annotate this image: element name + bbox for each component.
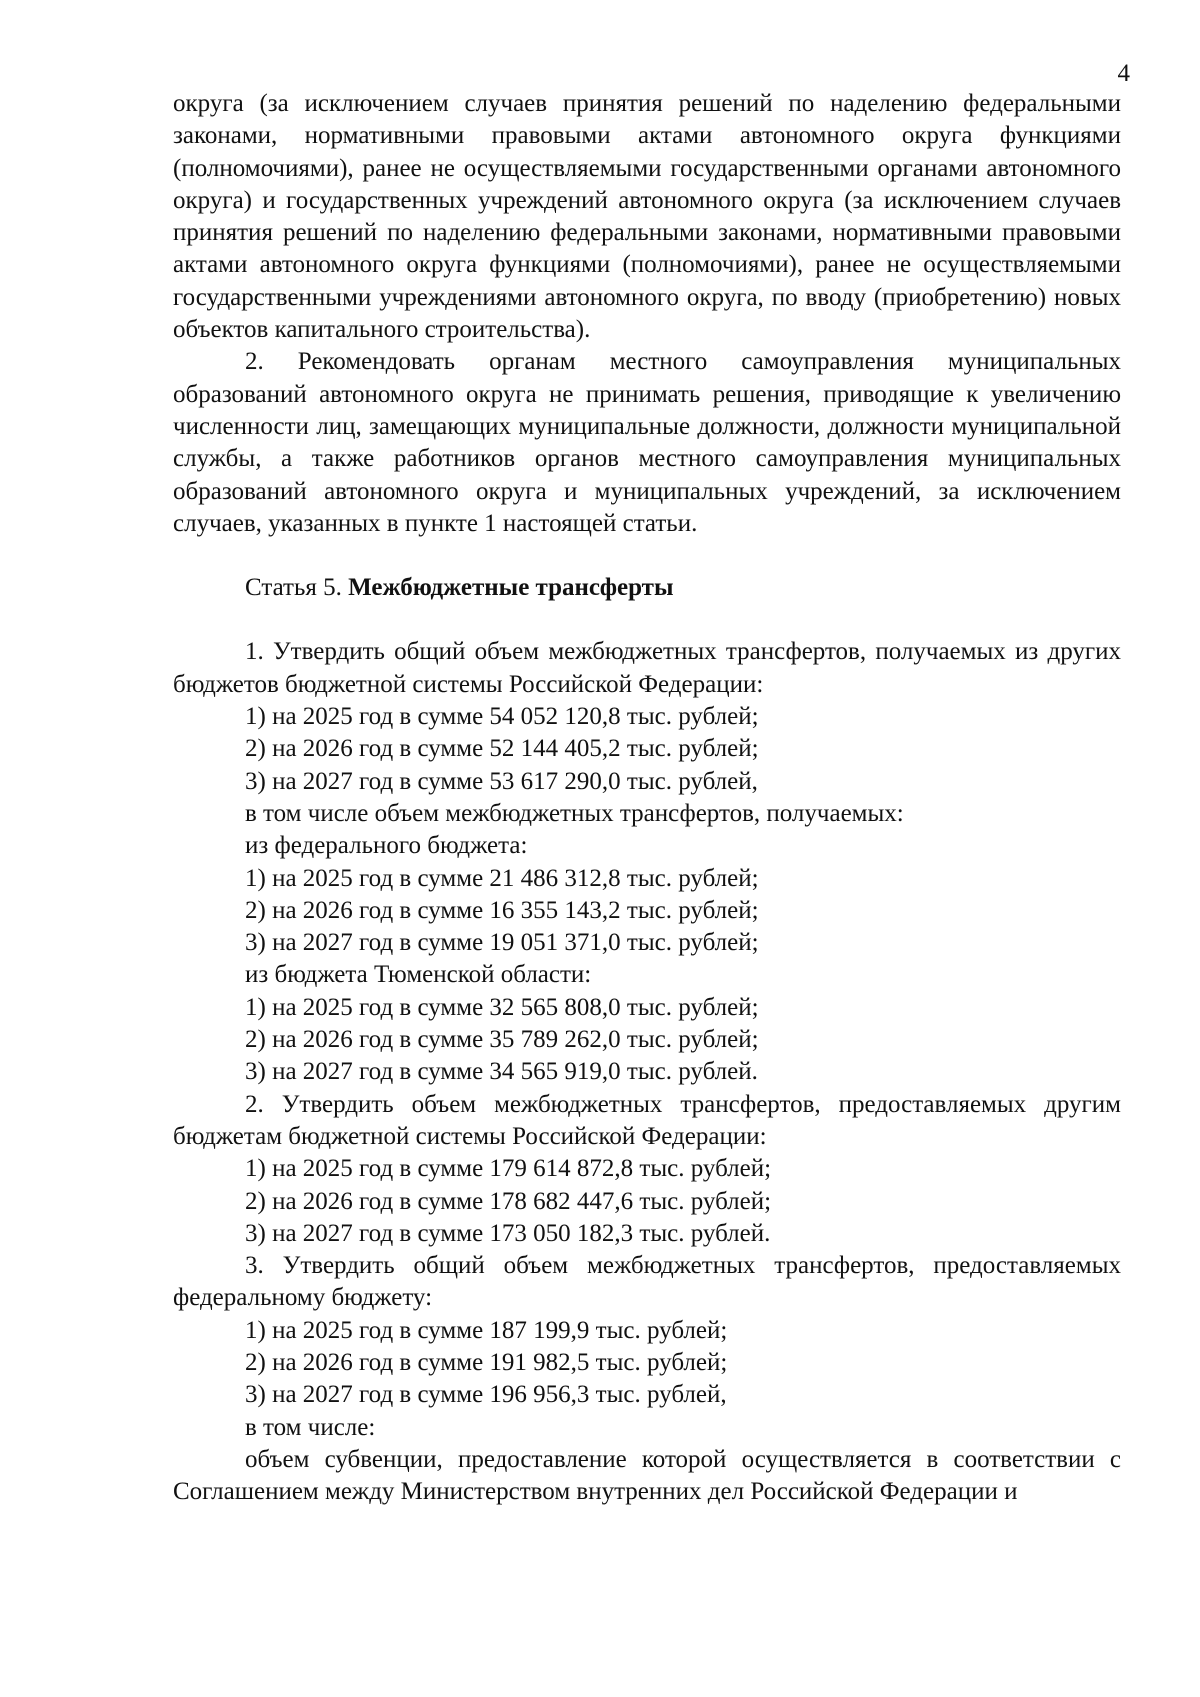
- list-item: 2) на 2026 год в сумме 52 144 405,2 тыс. рублей;: [245, 735, 759, 763]
- paragraph-subvention: объем субвенции, предоставление которой осуществляется в соответствии с Соглашением между Министерством внутренних дел Российской Федерации и: [173, 1445, 1121, 1506]
- list-item: 1) на 2025 год в сумме 54 052 120,8 тыс. рублей;: [245, 703, 759, 731]
- section3-including: в том числе:: [245, 1413, 376, 1441]
- list-item: 3) на 2027 год в сумме 53 617 290,0 тыс. рублей,: [245, 767, 758, 795]
- federal-label: из федерального бюджета:: [245, 832, 528, 860]
- section1-including: в том числе объем межбюджетных трансфертов, получаемых:: [245, 799, 904, 827]
- list-item: 2) на 2026 год в сумме 16 355 143,2 тыс. рублей;: [245, 896, 759, 924]
- paragraph-recommendation: 2. Рекомендовать органам местного самоуправления муниципальных образований автономного округа не принимать решения, приводящие к увеличению численности лиц, замещающих муниципальные должности, должности муниципальной службы, а также работников органов местного самоуправления муниципальных образований автономного округа и муниципальных учреждений, за исключением случаев, указанных в пункте 1 настоящей статьи.: [173, 348, 1121, 537]
- list-item: 1) на 2025 год в сумме 187 199,9 тыс. рублей;: [245, 1316, 728, 1344]
- paragraph-continuation: округа (за исключением случаев принятия решений по наделению федеральными законами, нормативными правовыми актами автономного округа функциями (полномочиями), ранее не осуществляемыми государственными органами автономного округа) и государственных учреждений автономного округа (за исключением случаев принятия решений по наделению федеральными законами, нормативными правовыми актами автономного округа функциями (полномочиями), ранее не осуществляемыми государственными учреждениями автономного округа, по вводу (приобретению) новых объектов капитального строительства).: [173, 90, 1121, 344]
- list-item: 3) на 2027 год в сумме 34 565 919,0 тыс. рублей.: [245, 1058, 758, 1086]
- article-heading: [173, 572, 1121, 604]
- tyumen-label: из бюджета Тюменской области:: [245, 961, 592, 989]
- article-prefix: Статья 5.: [245, 574, 349, 602]
- document-body: [173, 88, 1121, 1508]
- page-number: 4: [1117, 60, 1130, 87]
- list-item: 1) на 2025 год в сумме 21 486 312,8 тыс. рублей;: [245, 864, 759, 892]
- section1-intro: 1. Утвердить общий объем межбюджетных трансфертов, получаемых из других бюджетов бюджетной системы Российской Федерации:: [173, 638, 1121, 698]
- list-item: 3) на 2027 год в сумме 19 051 371,0 тыс. рублей;: [245, 929, 759, 957]
- section3-intro: 3. Утвердить общий объем межбюджетных трансфертов, предоставляемых федеральному бюджету:: [173, 1252, 1121, 1312]
- list-item: 2) на 2026 год в сумме 178 682 447,6 тыс. рублей;: [245, 1187, 772, 1215]
- list-item: 2) на 2026 год в сумме 191 982,5 тыс. рублей;: [245, 1348, 728, 1376]
- list-item: 1) на 2025 год в сумме 179 614 872,8 тыс. рублей;: [245, 1155, 772, 1183]
- list-item: 3) на 2027 год в сумме 196 956,3 тыс. рублей,: [245, 1381, 727, 1409]
- section2-intro: 2. Утвердить объем межбюджетных трансфертов, предоставляемых другим бюджетам бюджетной системы Российской Федерации:: [173, 1090, 1121, 1150]
- list-item: 1) на 2025 год в сумме 32 565 808,0 тыс. рублей;: [245, 993, 759, 1021]
- list-item: 2) на 2026 год в сумме 35 789 262,0 тыс. рублей;: [245, 1026, 759, 1054]
- list-item: 3) на 2027 год в сумме 173 050 182,3 тыс. рублей.: [245, 1219, 771, 1247]
- article-title: Межбюджетные трансферты: [348, 574, 674, 602]
